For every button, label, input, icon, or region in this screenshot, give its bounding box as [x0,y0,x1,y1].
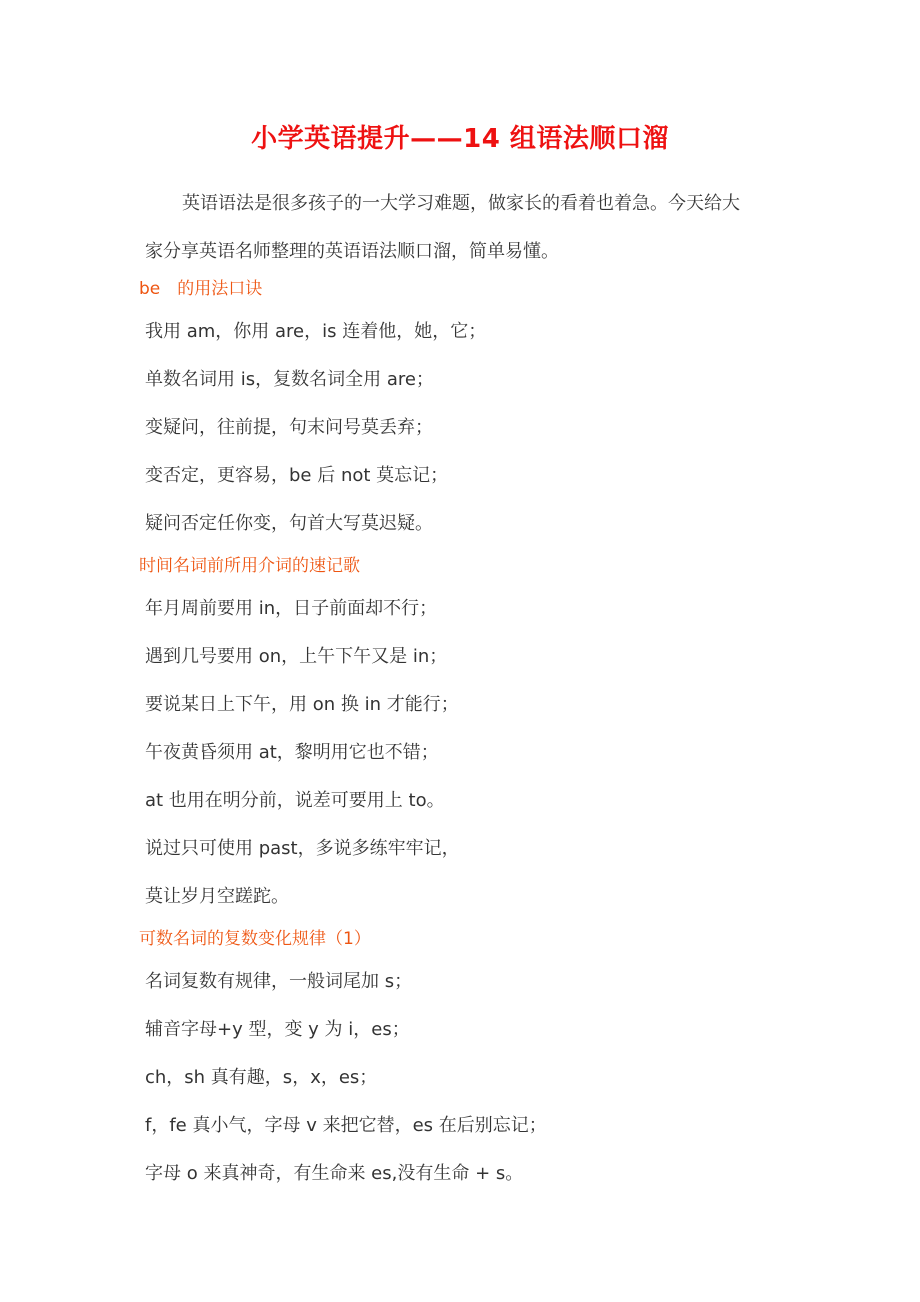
rhyme-line: 单数名词用 is，复数名词全用 are； [145,369,434,390]
rhyme-line: 年月周前要用 in，日子前面却不行； [145,598,438,619]
intro-paragraph [145,180,805,276]
section-heading-be-usage: be 的用法口诀 [139,279,263,299]
rhyme-line: 辅音字母+y 型，变 y 为 i，es； [145,1019,410,1040]
rhyme-line: 莫让岁月空蹉跎。 [145,886,289,907]
rhyme-line: 字母 o 来真神奇，有生命来 es,没有生命 + s。 [145,1163,524,1184]
rhyme-line: 我用 am，你用 are，is 连着他，她，它； [145,321,487,342]
rhyme-line: f，fe 真小气，字母 v 来把它替，es 在后别忘记； [145,1115,547,1136]
rhyme-line: ch，sh 真有趣，s，x，es； [145,1067,378,1088]
rhyme-line: 疑问否定任你变，句首大写莫迟疑。 [145,513,433,534]
rhyme-line: at 也用在明分前，说差可要用上 to。 [145,790,445,811]
rhyme-line: 要说某日上下午，用 on 换 in 才能行； [145,694,459,715]
section-heading-plural-nouns: 可数名词的复数变化规律（1） [139,929,371,949]
page-title: 小学英语提升——14 组语法顺口溜 [251,124,669,154]
rhyme-line: 午夜黄昏须用 at，黎明用它也不错； [145,742,439,763]
section-heading-time-prepositions: 时间名词前所用介词的速记歌 [139,556,360,576]
rhyme-line: 说过只可使用 past，多说多练牢牢记， [145,838,460,859]
rhyme-line: 变疑问，往前提，句末问号莫丢弃； [145,417,433,438]
intro-line: 家分享英语名师整理的英语语法顺口溜，简单易懂。 [145,241,559,262]
rhyme-line: 变否定，更容易，be 后 not 莫忘记； [145,465,449,486]
rhyme-line: 遇到几号要用 on，上午下午又是 in； [145,646,448,667]
rhyme-line: 名词复数有规律，一般词尾加 s； [145,971,413,992]
intro-line: 英语语法是很多孩子的一大学习难题，做家长的看着也着急。今天给大 [182,193,740,214]
